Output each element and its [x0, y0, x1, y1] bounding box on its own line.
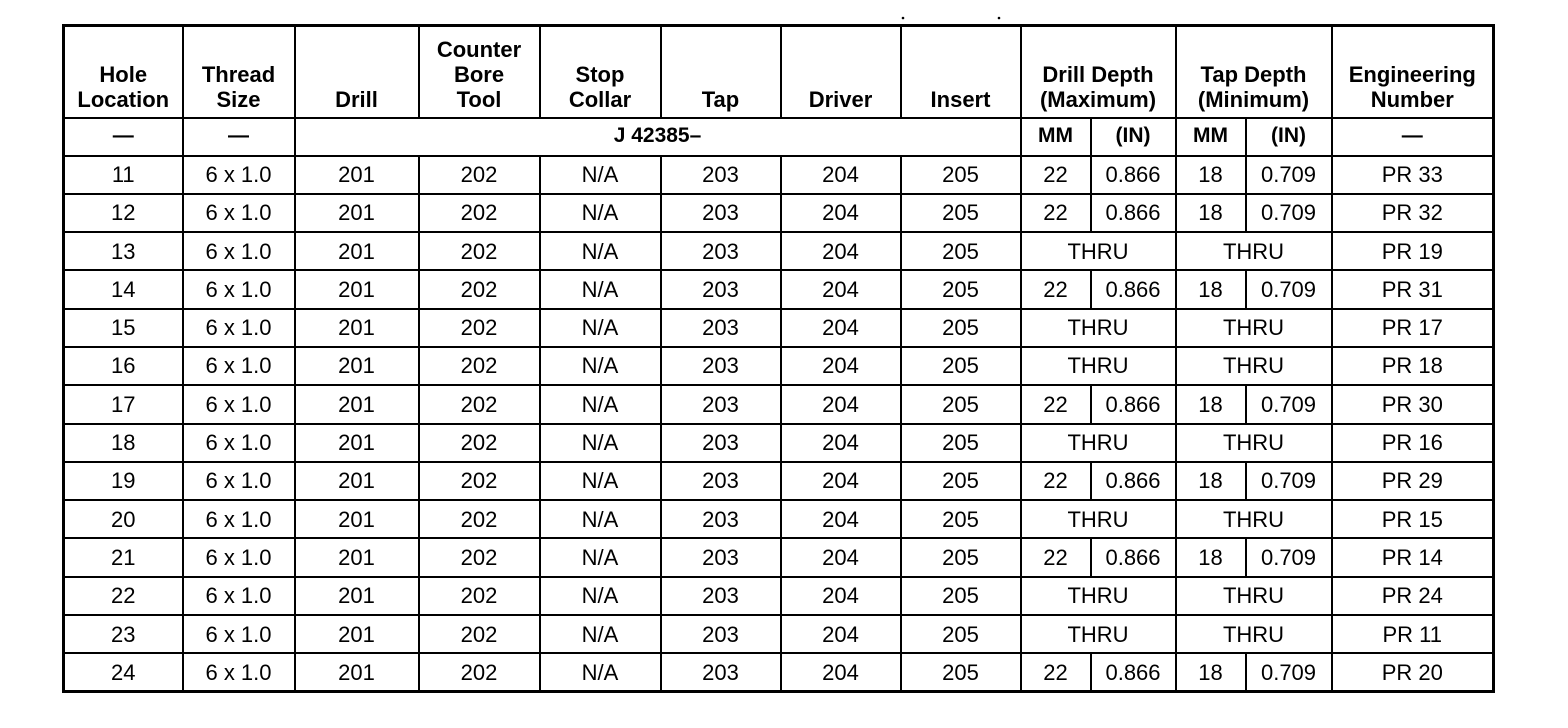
cell-engineering-number: PR 14	[1332, 538, 1494, 576]
table-row	[64, 424, 1494, 462]
header-tap-depth: Tap Depth (Minimum)	[1176, 26, 1332, 118]
cell-stop-collar: N/A	[540, 424, 661, 462]
cell-thread-size: 6 x 1.0	[183, 347, 295, 385]
cell-driver: 204	[781, 385, 901, 423]
cell-insert: 205	[901, 309, 1021, 347]
cell-driver: 204	[781, 653, 901, 691]
cell-hole-location: 24	[64, 653, 183, 691]
table-row	[64, 156, 1494, 194]
cell-hole-location: 12	[64, 194, 183, 232]
cell-hole-location: 15	[64, 309, 183, 347]
cell-tap: 203	[661, 270, 781, 308]
cell-drill-depth-mm: 22	[1021, 194, 1091, 232]
cell-insert: 205	[901, 194, 1021, 232]
cell-thread-size: 6 x 1.0	[183, 538, 295, 576]
table-row	[64, 232, 1494, 270]
cell-stop-collar: N/A	[540, 577, 661, 615]
cell-drill-depth-in: 0.866	[1091, 194, 1176, 232]
table-row	[64, 462, 1494, 500]
cell-hole-location: 11	[64, 156, 183, 194]
cell-drill: 201	[295, 424, 419, 462]
cell-counter-bore-tool: 202	[419, 194, 540, 232]
cell-drill: 201	[295, 615, 419, 653]
cell-drill-depth-thru: THRU	[1021, 309, 1176, 347]
header-stop-collar: Stop Collar	[540, 26, 661, 118]
header-counter-bore-tool: Counter Bore Tool	[419, 26, 540, 118]
cell-stop-collar: N/A	[540, 232, 661, 270]
cell-tap: 203	[661, 462, 781, 500]
cell-hole-location: 17	[64, 385, 183, 423]
cell-counter-bore-tool: 202	[419, 424, 540, 462]
cell-tap-depth-thru: THRU	[1176, 347, 1332, 385]
cell-drill: 201	[295, 653, 419, 691]
table-row	[64, 500, 1494, 538]
table-row	[64, 538, 1494, 576]
cell-tap-depth-mm: 18	[1176, 385, 1246, 423]
cell-insert: 205	[901, 615, 1021, 653]
cell-stop-collar: N/A	[540, 156, 661, 194]
subheader-row	[64, 118, 1494, 156]
cell-drill: 201	[295, 538, 419, 576]
cell-drill-depth-thru: THRU	[1021, 500, 1176, 538]
header-engineering-number: Engineering Number	[1332, 26, 1494, 118]
cell-drill-depth-mm: 22	[1021, 156, 1091, 194]
cell-counter-bore-tool: 202	[419, 577, 540, 615]
cell-thread-size: 6 x 1.0	[183, 309, 295, 347]
cell-insert: 205	[901, 538, 1021, 576]
subheader-drill-mm: MM	[1021, 118, 1091, 156]
cell-tap-depth-thru: THRU	[1176, 309, 1332, 347]
cell-counter-bore-tool: 202	[419, 309, 540, 347]
cell-insert: 205	[901, 462, 1021, 500]
cell-engineering-number: PR 30	[1332, 385, 1494, 423]
cell-insert: 205	[901, 653, 1021, 691]
table-row	[64, 385, 1494, 423]
cell-thread-size: 6 x 1.0	[183, 462, 295, 500]
cell-tap: 203	[661, 347, 781, 385]
cell-drill-depth-mm: 22	[1021, 653, 1091, 691]
cell-driver: 204	[781, 577, 901, 615]
cell-tap: 203	[661, 500, 781, 538]
cell-insert: 205	[901, 500, 1021, 538]
table-row	[64, 194, 1494, 232]
cell-tap-depth-in: 0.709	[1246, 156, 1332, 194]
header-drill-depth: Drill Depth (Maximum)	[1021, 26, 1176, 118]
cell-hole-location: 20	[64, 500, 183, 538]
cell-stop-collar: N/A	[540, 385, 661, 423]
cell-driver: 204	[781, 500, 901, 538]
cell-thread-size: 6 x 1.0	[183, 270, 295, 308]
cell-driver: 204	[781, 270, 901, 308]
cell-drill-depth-thru: THRU	[1021, 615, 1176, 653]
cell-drill-depth-thru: THRU	[1021, 424, 1176, 462]
cell-tap-depth-in: 0.709	[1246, 653, 1332, 691]
cell-drill-depth-in: 0.866	[1091, 462, 1176, 500]
cell-insert: 205	[901, 385, 1021, 423]
cell-tap-depth-in: 0.709	[1246, 270, 1332, 308]
cell-counter-bore-tool: 202	[419, 462, 540, 500]
cell-drill-depth-in: 0.866	[1091, 653, 1176, 691]
cell-tap: 203	[661, 232, 781, 270]
cell-tap-depth-mm: 18	[1176, 270, 1246, 308]
cell-drill: 201	[295, 309, 419, 347]
cell-stop-collar: N/A	[540, 270, 661, 308]
cell-drill: 201	[295, 194, 419, 232]
cell-counter-bore-tool: 202	[419, 156, 540, 194]
cell-drill: 201	[295, 347, 419, 385]
cell-driver: 204	[781, 232, 901, 270]
cell-tap-depth-thru: THRU	[1176, 500, 1332, 538]
cell-stop-collar: N/A	[540, 538, 661, 576]
cell-driver: 204	[781, 309, 901, 347]
cell-tap-depth-thru: THRU	[1176, 615, 1332, 653]
subheader-tap-mm: MM	[1176, 118, 1246, 156]
header-hole-location: Hole Location	[64, 26, 183, 118]
cell-counter-bore-tool: 202	[419, 615, 540, 653]
cell-drill-depth-in: 0.866	[1091, 538, 1176, 576]
header-drill: Drill	[295, 26, 419, 118]
cell-counter-bore-tool: 202	[419, 385, 540, 423]
cell-thread-size: 6 x 1.0	[183, 577, 295, 615]
cell-insert: 205	[901, 424, 1021, 462]
cell-stop-collar: N/A	[540, 500, 661, 538]
cell-tap-depth-mm: 18	[1176, 653, 1246, 691]
cell-engineering-number: PR 15	[1332, 500, 1494, 538]
cell-stop-collar: N/A	[540, 615, 661, 653]
cell-insert: 205	[901, 232, 1021, 270]
cell-tap: 203	[661, 615, 781, 653]
subheader-drill-in: (IN)	[1091, 118, 1176, 156]
cell-tap-depth-in: 0.709	[1246, 462, 1332, 500]
cell-tap-depth-thru: THRU	[1176, 232, 1332, 270]
header-insert: Insert	[901, 26, 1021, 118]
cell-hole-location: 19	[64, 462, 183, 500]
header-driver: Driver	[781, 26, 901, 118]
cell-driver: 204	[781, 538, 901, 576]
cell-engineering-number: PR 29	[1332, 462, 1494, 500]
cell-thread-size: 6 x 1.0	[183, 615, 295, 653]
cell-stop-collar: N/A	[540, 462, 661, 500]
cell-drill-depth-thru: THRU	[1021, 347, 1176, 385]
cell-stop-collar: N/A	[540, 653, 661, 691]
cell-tap: 203	[661, 309, 781, 347]
cell-tap-depth-mm: 18	[1176, 538, 1246, 576]
cell-counter-bore-tool: 202	[419, 538, 540, 576]
cell-tap-depth-thru: THRU	[1176, 577, 1332, 615]
subheader-thread-size: —	[183, 118, 295, 156]
cell-engineering-number: PR 32	[1332, 194, 1494, 232]
cell-tap-depth-in: 0.709	[1246, 385, 1332, 423]
header-thread-size: Thread Size	[183, 26, 295, 118]
cell-drill-depth-mm: 22	[1021, 385, 1091, 423]
cell-thread-size: 6 x 1.0	[183, 194, 295, 232]
cell-tap-depth-mm: 18	[1176, 156, 1246, 194]
cell-driver: 204	[781, 347, 901, 385]
cell-engineering-number: PR 18	[1332, 347, 1494, 385]
cell-engineering-number: PR 20	[1332, 653, 1494, 691]
cell-counter-bore-tool: 202	[419, 500, 540, 538]
cell-engineering-number: PR 19	[1332, 232, 1494, 270]
cell-drill: 201	[295, 500, 419, 538]
cell-counter-bore-tool: 202	[419, 653, 540, 691]
header-row	[64, 26, 1494, 118]
cell-drill: 201	[295, 232, 419, 270]
cell-counter-bore-tool: 202	[419, 270, 540, 308]
table-row	[64, 309, 1494, 347]
table-row	[64, 615, 1494, 653]
cell-insert: 205	[901, 347, 1021, 385]
table-row	[64, 270, 1494, 308]
header-tap: Tap	[661, 26, 781, 118]
cell-driver: 204	[781, 462, 901, 500]
cell-thread-size: 6 x 1.0	[183, 424, 295, 462]
cell-stop-collar: N/A	[540, 347, 661, 385]
cell-tap: 203	[661, 424, 781, 462]
cell-drill: 201	[295, 156, 419, 194]
cell-hole-location: 16	[64, 347, 183, 385]
cell-insert: 205	[901, 577, 1021, 615]
table-row	[64, 577, 1494, 615]
cell-drill-depth-in: 0.866	[1091, 270, 1176, 308]
cell-tap: 203	[661, 538, 781, 576]
cell-thread-size: 6 x 1.0	[183, 156, 295, 194]
table-row	[64, 653, 1494, 691]
cell-hole-location: 21	[64, 538, 183, 576]
cell-drill: 201	[295, 385, 419, 423]
cell-tap: 203	[661, 194, 781, 232]
cell-driver: 204	[781, 156, 901, 194]
cell-thread-size: 6 x 1.0	[183, 232, 295, 270]
subheader-hole-location: —	[64, 118, 183, 156]
cell-drill-depth-thru: THRU	[1021, 232, 1176, 270]
cell-tap: 203	[661, 577, 781, 615]
cell-thread-size: 6 x 1.0	[183, 385, 295, 423]
cell-engineering-number: PR 31	[1332, 270, 1494, 308]
cell-tap-depth-in: 0.709	[1246, 538, 1332, 576]
cell-insert: 205	[901, 156, 1021, 194]
cell-hole-location: 23	[64, 615, 183, 653]
cell-tap-depth-mm: 18	[1176, 462, 1246, 500]
cell-counter-bore-tool: 202	[419, 347, 540, 385]
table-body	[64, 156, 1494, 692]
cell-drill-depth-in: 0.866	[1091, 385, 1176, 423]
cell-stop-collar: N/A	[540, 309, 661, 347]
subheader-engineering-number: —	[1332, 118, 1494, 156]
cell-drill: 201	[295, 270, 419, 308]
cell-engineering-number: PR 17	[1332, 309, 1494, 347]
cell-driver: 204	[781, 424, 901, 462]
cell-driver: 204	[781, 194, 901, 232]
cell-driver: 204	[781, 615, 901, 653]
cell-engineering-number: PR 16	[1332, 424, 1494, 462]
cell-tap-depth-thru: THRU	[1176, 424, 1332, 462]
cell-hole-location: 13	[64, 232, 183, 270]
cell-tap-depth-in: 0.709	[1246, 194, 1332, 232]
cell-drill-depth-mm: 22	[1021, 462, 1091, 500]
cell-tap: 203	[661, 653, 781, 691]
cell-insert: 205	[901, 270, 1021, 308]
table-row	[64, 347, 1494, 385]
cell-engineering-number: PR 11	[1332, 615, 1494, 653]
cell-drill-depth-thru: THRU	[1021, 577, 1176, 615]
cell-drill-depth-in: 0.866	[1091, 156, 1176, 194]
cell-drill-depth-mm: 22	[1021, 270, 1091, 308]
cell-counter-bore-tool: 202	[419, 232, 540, 270]
cell-thread-size: 6 x 1.0	[183, 500, 295, 538]
cell-drill: 201	[295, 577, 419, 615]
cell-tap-depth-mm: 18	[1176, 194, 1246, 232]
subheader-tool-prefix: J 42385–	[295, 118, 1021, 156]
cell-tap: 203	[661, 385, 781, 423]
cell-hole-location: 14	[64, 270, 183, 308]
cell-engineering-number: PR 24	[1332, 577, 1494, 615]
cell-drill: 201	[295, 462, 419, 500]
cell-tap: 203	[661, 156, 781, 194]
cell-drill-depth-mm: 22	[1021, 538, 1091, 576]
tool-specification-table	[62, 24, 1495, 693]
subheader-tap-in: (IN)	[1246, 118, 1332, 156]
cell-hole-location: 22	[64, 577, 183, 615]
cell-engineering-number: PR 33	[1332, 156, 1494, 194]
cell-thread-size: 6 x 1.0	[183, 653, 295, 691]
cell-stop-collar: N/A	[540, 194, 661, 232]
cell-hole-location: 18	[64, 424, 183, 462]
